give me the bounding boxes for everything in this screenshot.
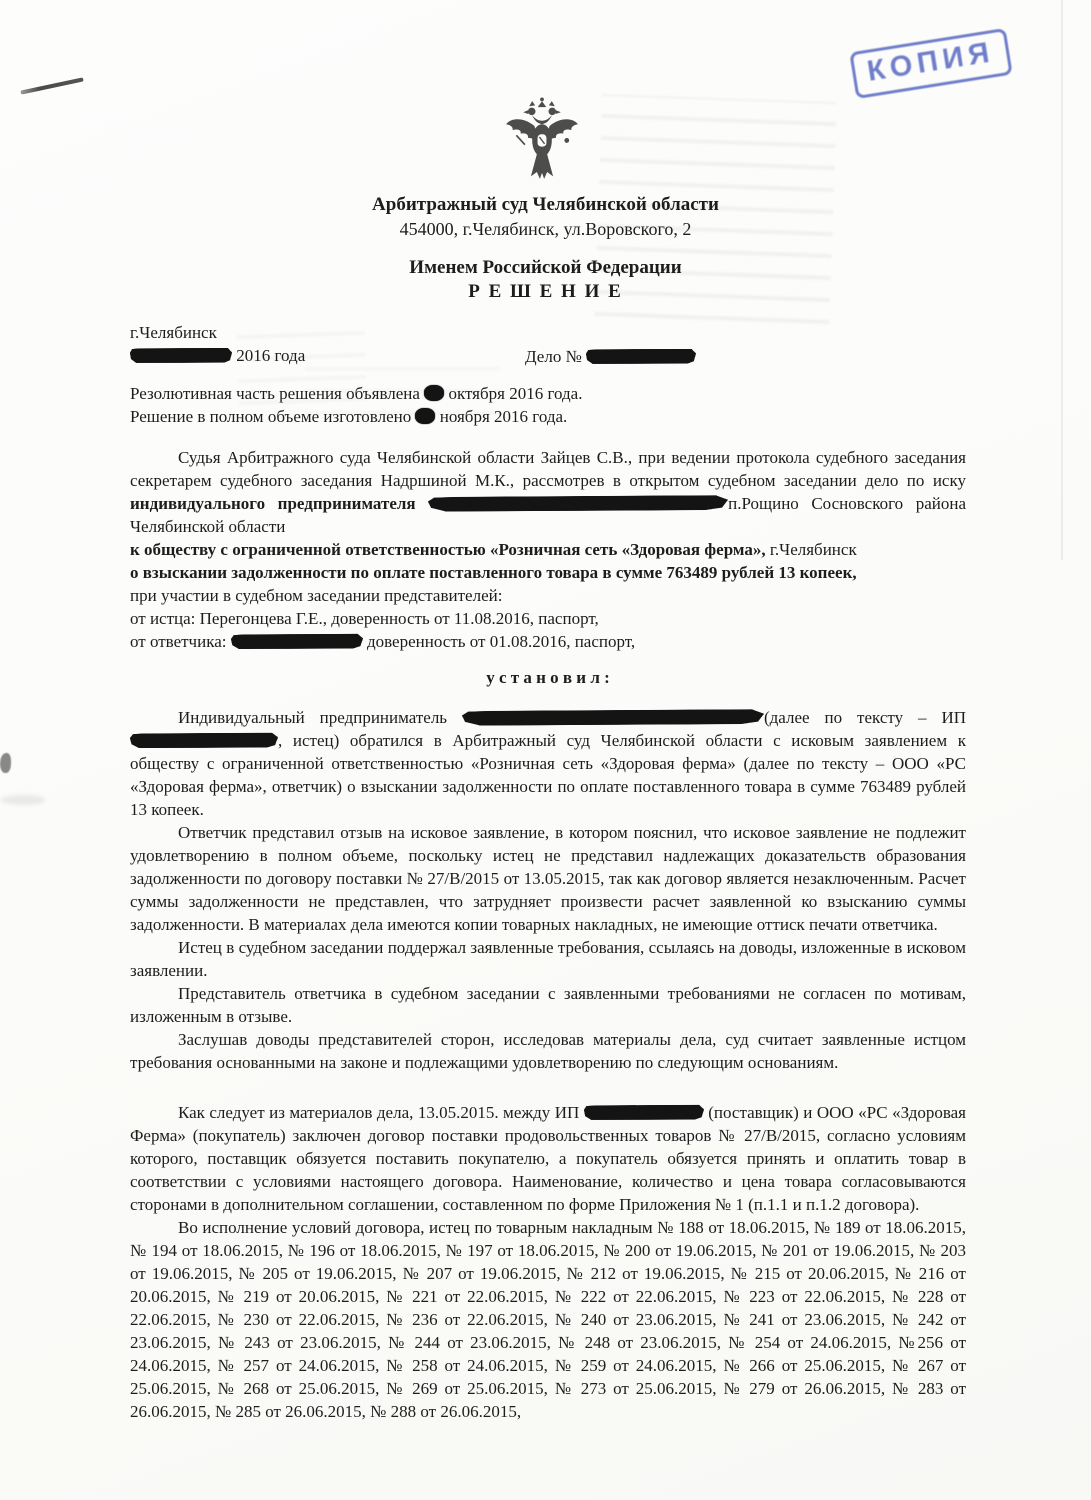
redaction-mark: [586, 349, 696, 365]
page-edge-shadow: [1061, 0, 1063, 560]
copy-stamp: [849, 28, 1012, 99]
paragraph: [130, 706, 966, 821]
text-run: от ответчика:: [130, 632, 231, 651]
decision-date-line: [130, 346, 305, 366]
paragraph: [130, 1101, 966, 1216]
redaction-mark: [130, 732, 278, 748]
paragraph: [130, 936, 966, 982]
text-run: о взыскании задолженности по оплате поставленного товара в сумме 763489 рублей 13 копеек,: [130, 563, 857, 582]
paragraph: [130, 607, 966, 630]
text-run: , истец) обратился в Арбитражный суд Челябинской области с исковым заявлением к обществу с ограниченной ответственностью «Розничная сеть «Здоровая ферма» (далее по тексту – ООО «РС «Здоровая ферма», ответчик) о взыскании задолженности по оплате поставленного товара в сумме 763489 рублей 13 копеек.: [130, 731, 966, 819]
paragraph: [130, 538, 966, 561]
resolution-announced-suffix: октября 2016 года.: [448, 384, 583, 403]
text-run: Заслушав доводы представителей сторон, исследовав материалы дела, суд считает заявленные истцом требования основанными на законе и подлежащими удовлетворению по следующим основаниям.: [130, 1030, 966, 1072]
section-heading: [130, 666, 966, 689]
redaction-mark: [415, 408, 435, 424]
pen-stroke-mark: [20, 77, 83, 94]
text-run: Представитель ответчика в судебном заседании с заявленными требованиями не согласен по мотивам, изложенным в отзыве.: [130, 984, 966, 1026]
redaction-mark: [584, 1105, 704, 1121]
text-run: к обществу с ограниченной ответственностью «Розничная сеть «Здоровая ферма»,: [130, 540, 766, 559]
text-run: Как следует из материалов дела, 13.05.2015. между ИП: [178, 1103, 584, 1122]
paragraph: [130, 1028, 966, 1074]
case-number-label: Дело №: [525, 347, 582, 366]
text-run: Судья Арбитражного суда Челябинской области Зайцев С.В., при ведении протокола судебного заседания секретарем судебного заседания Надршиной М.К., рассмотрев в открытом судебном заседании дело по иску: [130, 448, 966, 490]
text-run: доверенность от 01.08.2016, паспорт,: [362, 632, 636, 651]
redaction-mark: [130, 348, 232, 364]
in-the-name-line: Именем Российской Федерации: [409, 257, 682, 278]
document-body: [130, 446, 966, 1423]
paragraph: [130, 982, 966, 1028]
paragraph: [130, 561, 966, 584]
resolution-announced-prefix: Резолютивная часть решения объявлена: [130, 384, 420, 403]
paragraph: [130, 1216, 966, 1423]
text-run: г.Челябинск: [765, 540, 857, 559]
paragraph: [130, 821, 966, 936]
text-run: п.Рощино Сосновского района Челябинской области: [130, 494, 966, 536]
text-run: при участии в судебном заседании представителей:: [130, 586, 503, 605]
text-run: индивидуального предпринимателя: [130, 494, 429, 513]
decision-prepared-prefix: Решение в полном объеме изготовлено: [130, 407, 412, 426]
redaction-mark: [231, 634, 363, 650]
redaction-mark: [462, 709, 764, 726]
text-run: от истца: Перегонцева Г.Е., доверенность от 11.08.2016, паспорт,: [130, 609, 599, 628]
text-run: Ответчик представил отзыв на исковое заявление, в котором пояснил, что исковое заявление не подлежит удовлетворению в полном объеме, поскольку истец не представил надлежащих доказательств образования задолженности по договору поставки № 27/В/2015 от 13.05.2015, так как договор является незаключенным. Расчет суммы задолженности не представлен, что затрудняет произвести расчет заявленной ко взысканию суммы задолженности. В материалах дела имеются копии товарных накладных, не имеющие оттиск печати ответчика.: [130, 823, 966, 934]
city-line: г.Челябинск: [130, 323, 217, 342]
text-run: Во исполнение условий договора, истец по товарным накладным № 188 от 18.06.2015, № 189 от 18.06.2015, № 194 от 18.06.2015, № 196 от 18.06.2015, № 197 от 18.06.2015, № 200 от 19.06.2015, № 201 от 19.06.2015, № 203 от 19.06.2015, № 205 от 19.06.2015, № 207 от 19.06.2015, № 212 от 19.06.2015, № 215 от 20.06.2015, № 216 от 20.06.2015, № 219 от 20.06.2015, № 221 от 22.06.2015, № 222 от 22.06.2015, № 223 от 22.06.2015, № 228 от 22.06.2015, № 230 от 22.06.2015, № 236 от 22.06.2015, № 240 от 23.06.2015, № 241 от 23.06.2015, № 242 от 23.06.2015, № 243 от 23.06.2015, № 244 от 23.06.2015, № 248 от 23.06.2015, № 254 от 24.06.2015, №256 от 24.06.2015, № 257 от 24.06.2015, № 258 от 24.06.2015, № 259 от 24.06.2015, № 266 от 25.06.2015, № 267 от 25.06.2015, № 268 от 25.06.2015, № 269 от 25.06.2015, № 273 от 25.06.2015, № 279 от 26.06.2015, № 283 от 26.06.2015, № 285 от 26.06.2015, № 288 от 26.06.2015,: [130, 1218, 966, 1421]
text-run: Индивидуальный предприниматель: [178, 708, 462, 727]
redaction-mark: [424, 385, 444, 401]
redaction-mark: [428, 495, 728, 512]
russian-coat-of-arms-icon: [499, 96, 585, 190]
text-run: (далее по тексту – ИП: [764, 708, 967, 727]
resolution-announced-line: [130, 384, 582, 404]
decision-prepared-suffix: ноября 2016 года.: [439, 407, 568, 426]
court-address: 454000, г.Челябинск, ул.Воровского, 2: [399, 219, 692, 239]
paragraph: [130, 446, 966, 538]
case-number-line: [525, 347, 696, 367]
scan-smudge: [0, 795, 46, 805]
decision-date-year: 2016 года: [236, 346, 306, 365]
text-run: у с т а н о в и л :: [486, 668, 610, 687]
decision-prepared-line: [130, 407, 567, 427]
decision-title: Р Е Ш Е Н И Е: [468, 281, 623, 302]
text-run: (поставщик) и ООО «РС «Здоровая Ферма» (покупатель) заключен договор поставки продовольственных товаров № 27/В/2015, согласно условиям которого, поставщик обязуется поставить покупателю, а покупатель обязуется принять и оплатить товар в соответствии с условиями настоящего договора. Наименование, количество и цена товара согласовываются сторонами в дополнительном соглашении, составленном по форме Приложения № 1 (п.1.1 и п.1.2 договора).: [130, 1103, 967, 1214]
copy-stamp-label: КОПИЯ: [865, 36, 997, 88]
paragraph: [130, 584, 966, 607]
court-name: Арбитражный суд Челябинской области: [372, 194, 719, 215]
text-run: Истец в судебном заседании поддержал заявленные требования, ссылаясь на доводы, изложенные в исковом заявлении.: [130, 938, 966, 980]
paragraph: [130, 630, 966, 653]
ink-smudge: [0, 753, 11, 773]
